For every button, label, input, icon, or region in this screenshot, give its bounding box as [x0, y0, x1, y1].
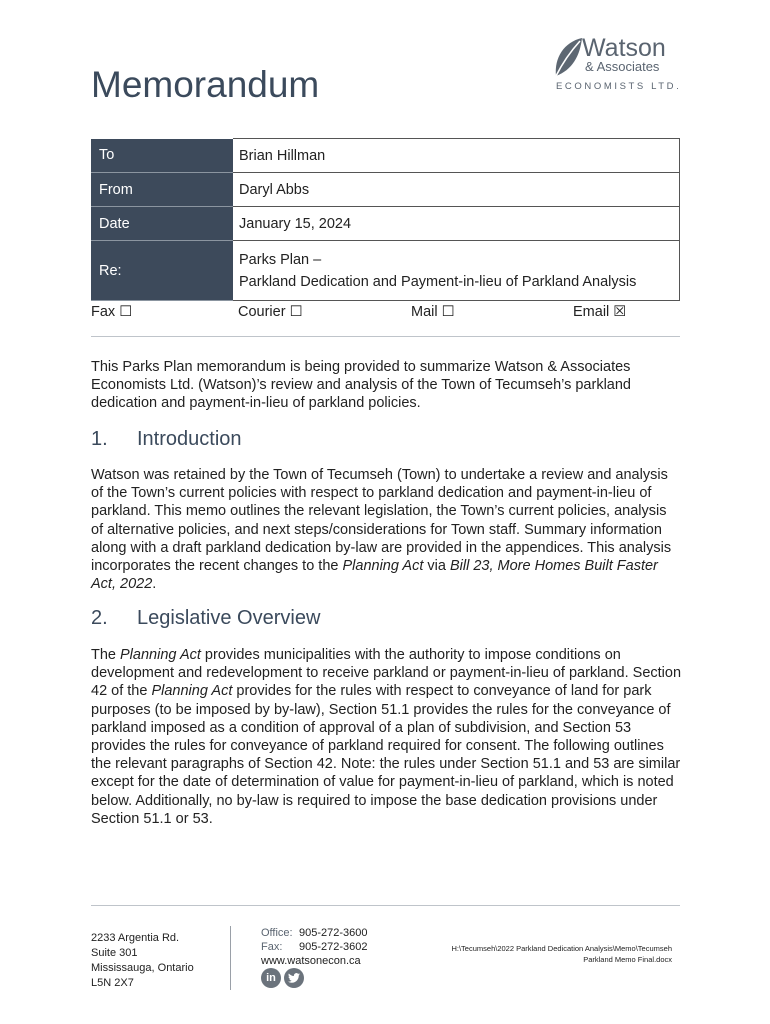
delivery-fax: Fax ☐: [91, 304, 133, 320]
to-label: To: [91, 139, 233, 173]
re-row: [91, 241, 680, 301]
footer-contact: [261, 927, 368, 969]
date-row: [91, 207, 680, 241]
delivery-email: Email ☒: [573, 304, 627, 320]
re-line-2: Parkland Dedication and Payment-in-lieu of Parkland Analysis: [239, 273, 637, 290]
fax-label: Fax:: [261, 940, 283, 953]
section-2-number: 2.: [91, 607, 108, 629]
office-label: Office:: [261, 927, 293, 939]
delivery-mail: Mail ☐: [411, 304, 455, 320]
planning-act-ref: Planning Act: [342, 558, 424, 575]
bill-23-ref: Bill 23, More Homes Built Faster Act, 2022: [91, 558, 658, 593]
section-1-text: .: [152, 576, 157, 593]
address-line: Mississauga, Ontario: [91, 962, 194, 974]
re-label: Re:: [91, 241, 233, 301]
website-link[interactable]: www.watsonecon.ca: [261, 955, 361, 967]
office-phone: 905-272-3600: [299, 927, 368, 939]
file-path-line: Parkland Memo Final.docx: [583, 955, 672, 964]
logo-subname: & Associates: [585, 59, 660, 74]
memo-header-table: [91, 138, 680, 301]
re-value: [233, 241, 680, 301]
footer-divider: [91, 905, 680, 906]
planning-act-ref: Planning Act: [120, 647, 201, 663]
section-1-text: Watson was retained by the Town of Tecumseh (Town) to undertake a review and analysis of the Town’s current policies with respect to parkland dedication and payment-in-lieu of parkland. This memo outlines the relevant legislation, the Town’s current policies, analysis of alternative policies, and next steps/considerations for Town staff. Summary information along with a draft parkland dedication by-law are provided in the appendices. This analysis incorporates the recent changes to the: [91, 467, 672, 575]
re-line-1: Parks Plan –: [239, 251, 322, 268]
section-2-text: provides municipalities with the authority to impose conditions on development and redevelopment to receive parkland or payment-in-lieu of parkland. Section 42 of the: [91, 647, 682, 700]
section-1-body: [91, 466, 681, 593]
section-1-heading: [91, 428, 242, 451]
linkedin-icon[interactable]: in: [261, 968, 281, 988]
from-row: [91, 173, 680, 207]
to-row: [91, 139, 680, 173]
page-title: Memorandum: [91, 64, 320, 105]
to-value: Brian Hillman: [233, 139, 680, 173]
section-1-number: 1.: [91, 428, 108, 450]
section-2-heading: [91, 607, 320, 630]
footer-vertical-divider: [230, 926, 231, 990]
twitter-icon[interactable]: [284, 968, 304, 988]
file-path-line: H:\Tecumseh\2022 Parkland Dedication Analysis\Memo\Tecumseh: [451, 944, 672, 953]
address-line: L5N 2X7: [91, 977, 134, 989]
social-links: [261, 968, 304, 988]
intro-paragraph: This Parks Plan memorandum is being provided to summarize Watson & Associates Economists Ltd. (Watson)’s review and analysis of the Town of Tecumseh’s parkland dedication and payment-in-lieu of parkland policies.: [91, 359, 631, 412]
from-label: From: [91, 173, 233, 207]
section-1-title: Introduction: [137, 428, 242, 450]
fax-number: 905-272-3602: [299, 940, 368, 953]
date-value: January 15, 2024: [233, 207, 680, 241]
section-2-text: The: [91, 647, 121, 663]
section-2-text: provides for the rules with respect to conveyance of land for park purposes (to be imposed by by-law), Section 51.1 provides the rules for the conveyance of parkland imposed as a condition of approval of a plan of subdivision, and Section 53 provides the rules for conveyance of parkland required for consent. The following outlines the relevant paragraphs of Section 42. Note: the rules under Section 51.1 and 53 are similar except for the date of determination of value for payment-in-lieu of parkland, which is noted below. Additionally, no by-law is required to impose the base dedication provisions under Section 51.1 or 53.: [91, 683, 681, 827]
address-line: Suite 301: [91, 947, 138, 959]
company-logo: [552, 34, 682, 96]
planning-act-ref: Planning Act: [151, 683, 233, 700]
divider: [91, 336, 680, 337]
footer-address: [91, 931, 194, 991]
section-2-title: Legislative Overview: [137, 607, 321, 629]
from-value: Daryl Abbs: [233, 173, 680, 207]
section-2-body: [91, 646, 681, 828]
date-label: Date: [91, 207, 233, 241]
logo-tagline: ECONOMISTS LTD.: [556, 81, 682, 92]
logo-name: Watson: [582, 34, 666, 62]
address-line: 2233 Argentia Rd.: [91, 932, 180, 944]
file-path: [451, 943, 672, 965]
leaf-icon: [552, 36, 584, 78]
section-1-text: via: [423, 558, 450, 575]
delivery-courier: Courier ☐: [238, 304, 303, 320]
